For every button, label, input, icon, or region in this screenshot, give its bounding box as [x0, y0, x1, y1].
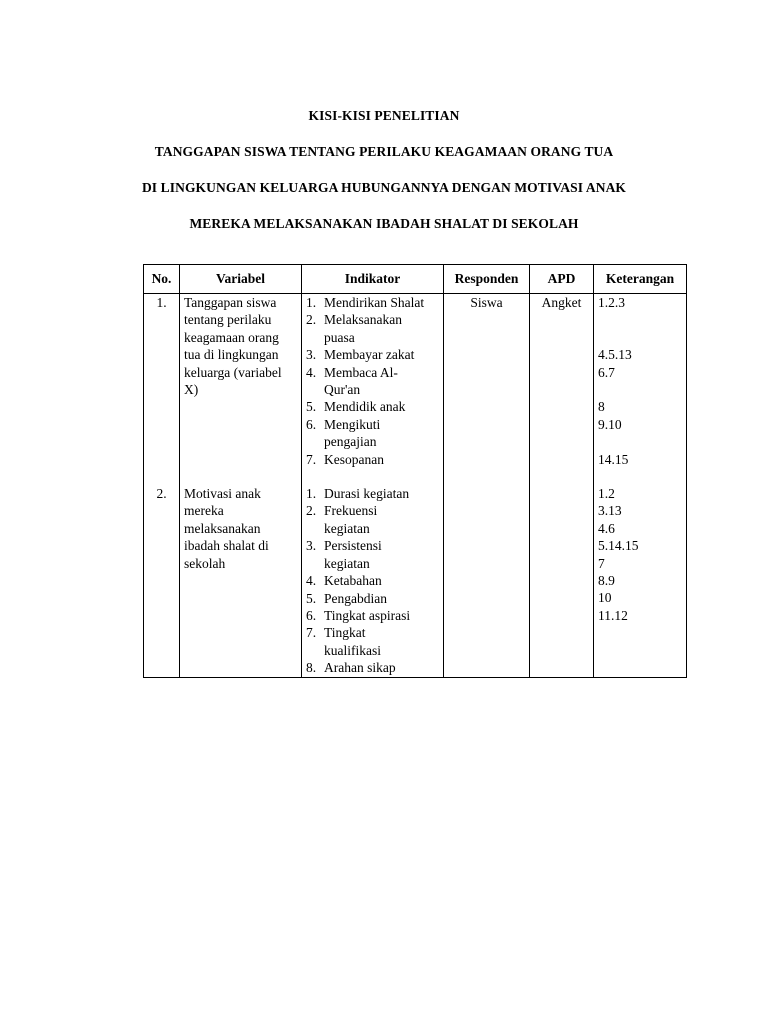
indikator-item	[306, 364, 443, 399]
indikator-text: Tingkat aspirasi	[324, 607, 411, 623]
kisi-table	[143, 264, 687, 678]
title-line-3: DI LINGKUNGAN KELUARGA HUBUNGANNYA DENGAN MOTIVASI ANAK	[141, 180, 627, 195]
row-number: 1.	[156, 295, 167, 310]
header-variabel: Variabel	[180, 265, 302, 294]
indikator-item	[306, 294, 443, 311]
indikator-text: Tingkat	[324, 625, 366, 641]
indikator-item	[306, 590, 443, 607]
header-no: No.	[144, 265, 180, 294]
indikator-text: Ketabahan	[324, 573, 382, 589]
indikator-text: pengajian	[324, 434, 377, 450]
indikator-number: 6.	[306, 416, 317, 432]
cell-variabel	[180, 468, 302, 677]
responden-value: Siswa	[470, 295, 503, 310]
document-titles	[0, 106, 768, 250]
cell-no	[144, 468, 180, 677]
variabel-line: mereka	[184, 503, 224, 519]
keterangan-line: 6.7	[598, 364, 615, 380]
header-indikator: Indikator	[302, 265, 444, 294]
title-line-4: MEREKA MELAKSANAKAN IBADAH SHALAT DI SEKOLAH	[189, 216, 579, 231]
variabel-line: ibadah shalat di	[184, 538, 269, 554]
indikator-number: 2.	[306, 503, 317, 519]
indikator-number: 8.	[306, 660, 317, 676]
cell-responden	[444, 294, 530, 469]
indikator-item	[306, 311, 443, 346]
keterangan-line	[598, 433, 682, 450]
indikator-item	[306, 398, 443, 415]
header-responden: Responden	[444, 265, 530, 294]
keterangan-line: 1.2.3	[598, 295, 625, 310]
variabel-line: Tanggapan siswa	[184, 295, 277, 310]
table-row	[144, 294, 687, 469]
cell-apd	[530, 468, 594, 677]
indikator-text: kualifikasi	[324, 642, 381, 658]
variabel-line: sekolah	[184, 555, 226, 571]
keterangan-line: 4.5.13	[598, 347, 632, 363]
header-keterangan: Keterangan	[594, 265, 687, 294]
indikator-text: Arahan sikap	[324, 660, 396, 676]
variabel-line: keagamaan orang	[184, 329, 279, 345]
indikator-text: Persistensi	[324, 538, 382, 554]
indikator-text: puasa	[324, 329, 355, 345]
keterangan-line	[598, 381, 682, 398]
keterangan-line: 1.2	[598, 486, 615, 502]
cell-responden	[444, 468, 530, 677]
variabel-line: keluarga (variabel	[184, 364, 282, 380]
keterangan-line: 9.10	[598, 416, 622, 432]
indikator-item	[306, 572, 443, 589]
keterangan-line: 7	[598, 555, 605, 571]
keterangan-line: 8	[598, 399, 605, 415]
variabel-line: Motivasi anak	[184, 486, 261, 502]
indikator-number: 3.	[306, 347, 317, 363]
indikator-text: Pengabdian	[324, 590, 387, 606]
apd-value: Angket	[541, 295, 582, 310]
indikator-number: 4.	[306, 573, 317, 589]
variabel-line: tentang perilaku	[184, 312, 272, 328]
table-row	[144, 468, 687, 677]
cell-indikator	[302, 294, 444, 469]
indikator-number: 7.	[306, 451, 317, 467]
indikator-number: 7.	[306, 625, 317, 641]
cell-keterangan	[594, 468, 687, 677]
indikator-text: Mendidik anak	[324, 399, 406, 415]
keterangan-line: 10	[598, 590, 612, 606]
indikator-text: Mengikuti	[324, 416, 381, 432]
indikator-number: 5.	[306, 590, 317, 606]
indikator-item	[306, 346, 443, 363]
keterangan-line	[598, 311, 682, 328]
indikator-number: 2.	[306, 312, 317, 328]
indikator-item	[306, 451, 443, 468]
title-line-1: KISI-KISI PENELITIAN	[308, 108, 460, 123]
keterangan-line: 11.12	[598, 607, 628, 623]
indikator-number: 4.	[306, 364, 317, 380]
indikator-number: 6.	[306, 607, 317, 623]
indikator-item	[306, 537, 443, 572]
title-line-2: TANGGAPAN SISWA TENTANG PERILAKU KEAGAMAAN ORANG TUA	[154, 144, 614, 159]
cell-no	[144, 294, 180, 469]
table-header-row	[144, 265, 687, 294]
keterangan-line: 8.9	[598, 573, 615, 589]
indikator-item	[306, 416, 443, 451]
indikator-number: 1.	[306, 295, 317, 310]
keterangan-line: 5.14.15	[598, 538, 639, 554]
indikator-text: Durasi kegiatan	[324, 486, 410, 502]
indikator-number: 3.	[306, 538, 317, 554]
variabel-line: melaksanakan	[184, 520, 261, 536]
keterangan-line	[598, 329, 682, 346]
indikator-text: Membayar zakat	[324, 347, 415, 363]
variabel-line: tua di lingkungan	[184, 347, 279, 363]
indikator-text: Membaca Al-	[324, 364, 398, 380]
indikator-item	[306, 607, 443, 624]
indikator-number: 5.	[306, 399, 317, 415]
indikator-text: kegiatan	[324, 520, 370, 536]
keterangan-line: 4.6	[598, 520, 615, 536]
cell-keterangan	[594, 294, 687, 469]
indikator-item	[306, 659, 443, 676]
indikator-text: kegiatan	[324, 555, 370, 571]
indikator-text: Qur'an	[324, 382, 361, 398]
indikator-item	[306, 502, 443, 537]
indikator-item	[306, 624, 443, 659]
header-apd: APD	[530, 265, 594, 294]
indikator-text: Kesopanan	[324, 451, 384, 467]
indikator-number: 1.	[306, 486, 317, 502]
cell-indikator	[302, 468, 444, 677]
cell-apd	[530, 294, 594, 469]
keterangan-line: 14.15	[598, 451, 629, 467]
variabel-line: X)	[184, 382, 199, 398]
keterangan-line: 3.13	[598, 503, 622, 519]
cell-variabel	[180, 294, 302, 469]
indikator-text: Melaksanakan	[324, 312, 402, 328]
indikator-text: Mendirikan Shalat	[324, 295, 425, 310]
indikator-text: Frekuensi	[324, 503, 378, 519]
row-number: 2.	[156, 486, 167, 502]
indikator-item	[306, 485, 443, 502]
